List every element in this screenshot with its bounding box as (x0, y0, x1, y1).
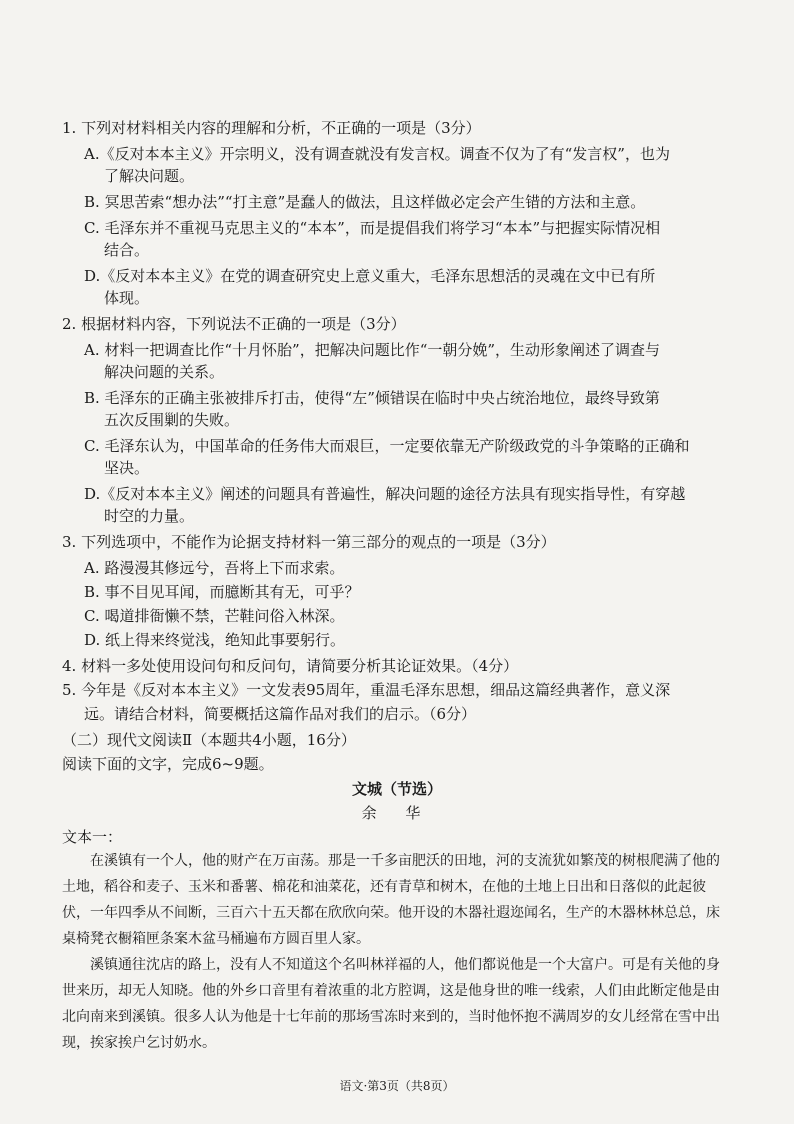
q5-stem: 5. 今年是《反对本本主义》一文发表95周年，重温毛泽东思想，细品这篇经典著作，意义深 (62, 681, 671, 699)
q2-option-b-cont: 五次反围剿的失败。 (104, 411, 240, 429)
section-heading: （二）现代文阅读Ⅱ（本题共4小题，16分） (62, 731, 356, 749)
section-instruction: 阅读下面的文字，完成6~9题。 (62, 755, 274, 773)
q2-option-b: B. 毛泽东的正确主张被排斥打击，使得“左”倾错误在临时中央占统治地位，最终导致第 (84, 389, 660, 407)
article-title: 文城（节选） (351, 780, 442, 798)
q1-option-c: C. 毛泽东并不重视马克思主义的“本本”，而是提倡我们将学习“本本”与把握实际情况相 (84, 219, 661, 237)
q1-option-a-cont: 了解决问题。 (104, 167, 195, 185)
q5-stem-cont: 远。请结合材料，简要概括这篇作品对我们的启示。（6分） (84, 705, 477, 723)
q2-stem: 2. 根据材料内容，下列说法不正确的一项是（3分） (62, 315, 406, 333)
q2-option-d: D.《反对本本主义》阐述的问题具有普遍性，解决问题的途径方法具有现实指导性，有穿越 (84, 485, 686, 503)
q1-option-b: B. 冥思苦索“想办法”“打主意”是蠢人的做法，且这样做必定会产生错的方法和主意。 (84, 193, 646, 211)
q2-option-a-cont: 解决问题的关系。 (104, 363, 225, 381)
q1-option-d-cont: 体现。 (104, 289, 150, 307)
q3-option-c: C. 喝道排衙懒不禁，芒鞋问俗入林深。 (84, 607, 345, 625)
q3-option-b: B. 事不目见耳闻，而臆断其有无，可乎？ (84, 583, 360, 601)
article-paragraph-1-text: 在溪镇有一个人，他的财产在万亩荡。那是一千多亩肥沃的田地，河的支流犹如繁茂的树根爬满了他的土地，稻谷和麦子、玉米和番薯、棉花和油菜花，还有青草和树木，在他的土地上日出和日落似的此起彼伏，一年四季从不间断，三百六十五天都在欣欣向荣。他开设的木器社遐迩闻名，生产的木器林林总总，床桌椅凳衣橱箱匣条案木盆马桶遍布方圆百里人家。 (62, 853, 720, 947)
q2-option-c-cont: 坚决。 (104, 459, 150, 477)
text-one-label: 文本一： (62, 828, 123, 846)
page-footer: 语文·第3页（共8页） (339, 1079, 455, 1093)
q2-option-a: A. 材料一把调查比作“十月怀胎”，把解决问题比作“一朝分娩”，生动形象阐述了调查与 (84, 341, 661, 359)
q3-option-d: D. 纸上得来终觉浅，绝知此事要躬行。 (84, 631, 346, 649)
article-paragraph-1 (62, 848, 728, 952)
q1-option-c-cont: 结合。 (104, 241, 150, 259)
q2-option-d-cont: 时空的力量。 (104, 507, 195, 525)
q1-option-d: D.《反对本本主义》在党的调查研究史上意义重大，毛泽东思想活的灵魂在文中已有所 (84, 267, 656, 285)
q4-stem: 4. 材料一多处使用设问句和反问句，请简要分析其论证效果。（4分） (62, 657, 519, 675)
q3-stem: 3. 下列选项中，不能作为论据支持材料一第三部分的观点的一项是（3分） (62, 533, 556, 551)
article-paragraph-2 (62, 952, 728, 1056)
article-author: 余 华 (361, 804, 433, 822)
q1-stem: 1. 下列对材料相关内容的理解和分析，不正确的一项是（3分） (62, 119, 481, 137)
q3-option-a: A. 路漫漫其修远兮，吾将上下而求索。 (84, 559, 345, 577)
q1-option-a: A.《反对本本主义》开宗明义，没有调查就没有发言权。调查不仅为了有“发言权”，也为 (84, 145, 670, 163)
article-paragraph-2-text: 溪镇通往沈店的路上，没有人不知道这个名叫林祥福的人，他们都说他是一个大富户。可是有关他的身世来历，却无人知晓。他的外乡口音里有着浓重的北方腔调，这是他身世的唯一线索，人们由此断定他是由北向南来到溪镇。很多人认为他是十七年前的那场雪冻时来到的，当时他怀抱不满周岁的女儿经常在雪中出现，挨家挨户乞讨奶水。 (62, 957, 720, 1051)
q2-option-c: C. 毛泽东认为，中国革命的任务伟大而艰巨，一定要依靠无产阶级政党的斗争策略的正确和 (84, 437, 690, 455)
